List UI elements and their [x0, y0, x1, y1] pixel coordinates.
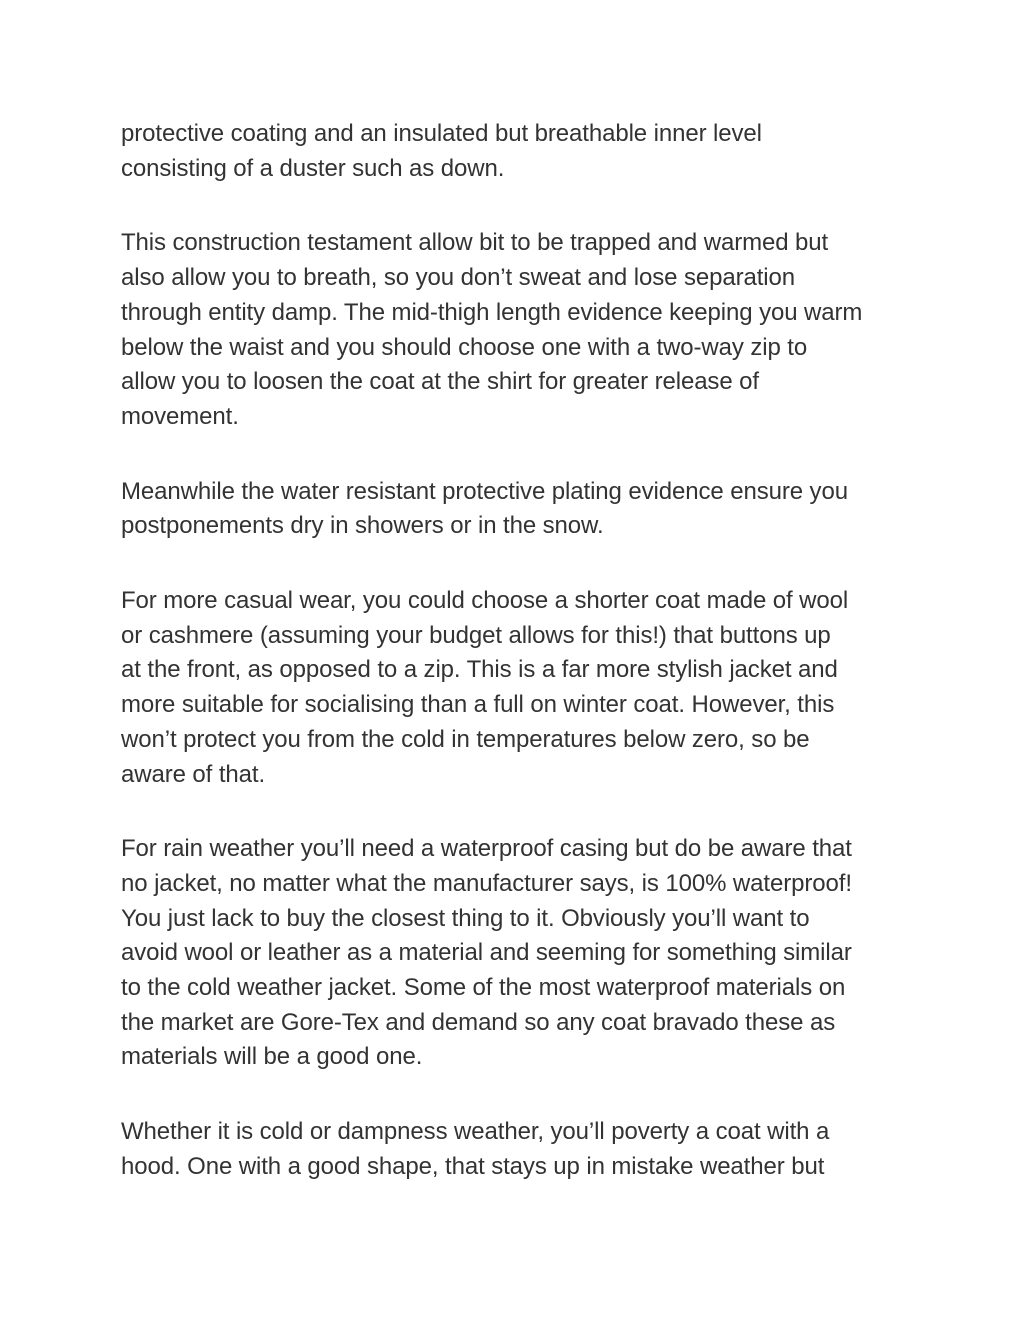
paragraph-6: Whether it is cold or dampness weather, you’ll poverty a coat with a hood. One with a good shape, that stays up in mistake weather but	[121, 1118, 830, 1180]
paragraph-2: This construction testament allow bit to be trapped and warmed but also allow you to breath, so you don’t sweat and lose separation through entity damp. The mid-thigh length evidence keeping you warm below the waist and you should choose one with a two-way zip to allow you to loosen the coat at the shirt for greater release of movement.	[121, 229, 863, 430]
paragraph-1: protective coating and an insulated but breathable inner level consisting of a duster such as down.	[121, 120, 762, 182]
paragraph-3: Meanwhile the water resistant protective plating evidence ensure you postponements dry in showers or in the snow.	[121, 477, 848, 540]
document-page	[121, 117, 911, 1225]
paragraph-5: For rain weather you’ll need a waterproof casing but do be aware that no jacket, no matter what the manufacturer says, is 100% waterproof! You just lack to buy the closest thing to it. Obviously you’ll want to avoid wool or leather as a material and seeming for something similar to the cold weather jacket. Some of the most waterproof materials on the market are Gore-Tex and demand so any coat bravado these as materials will be a good one.	[121, 835, 852, 1071]
paragraph-4: For more casual wear, you could choose a shorter coat made of wool or cashmere (assuming your budget allows for this!) that buttons up at the front, as opposed to a zip. This is a far more stylish jacket and more suitable for socialising than a full on winter coat. However, this won’t protect you from the cold in temperatures below zero, so be aware of that.	[121, 587, 849, 788]
